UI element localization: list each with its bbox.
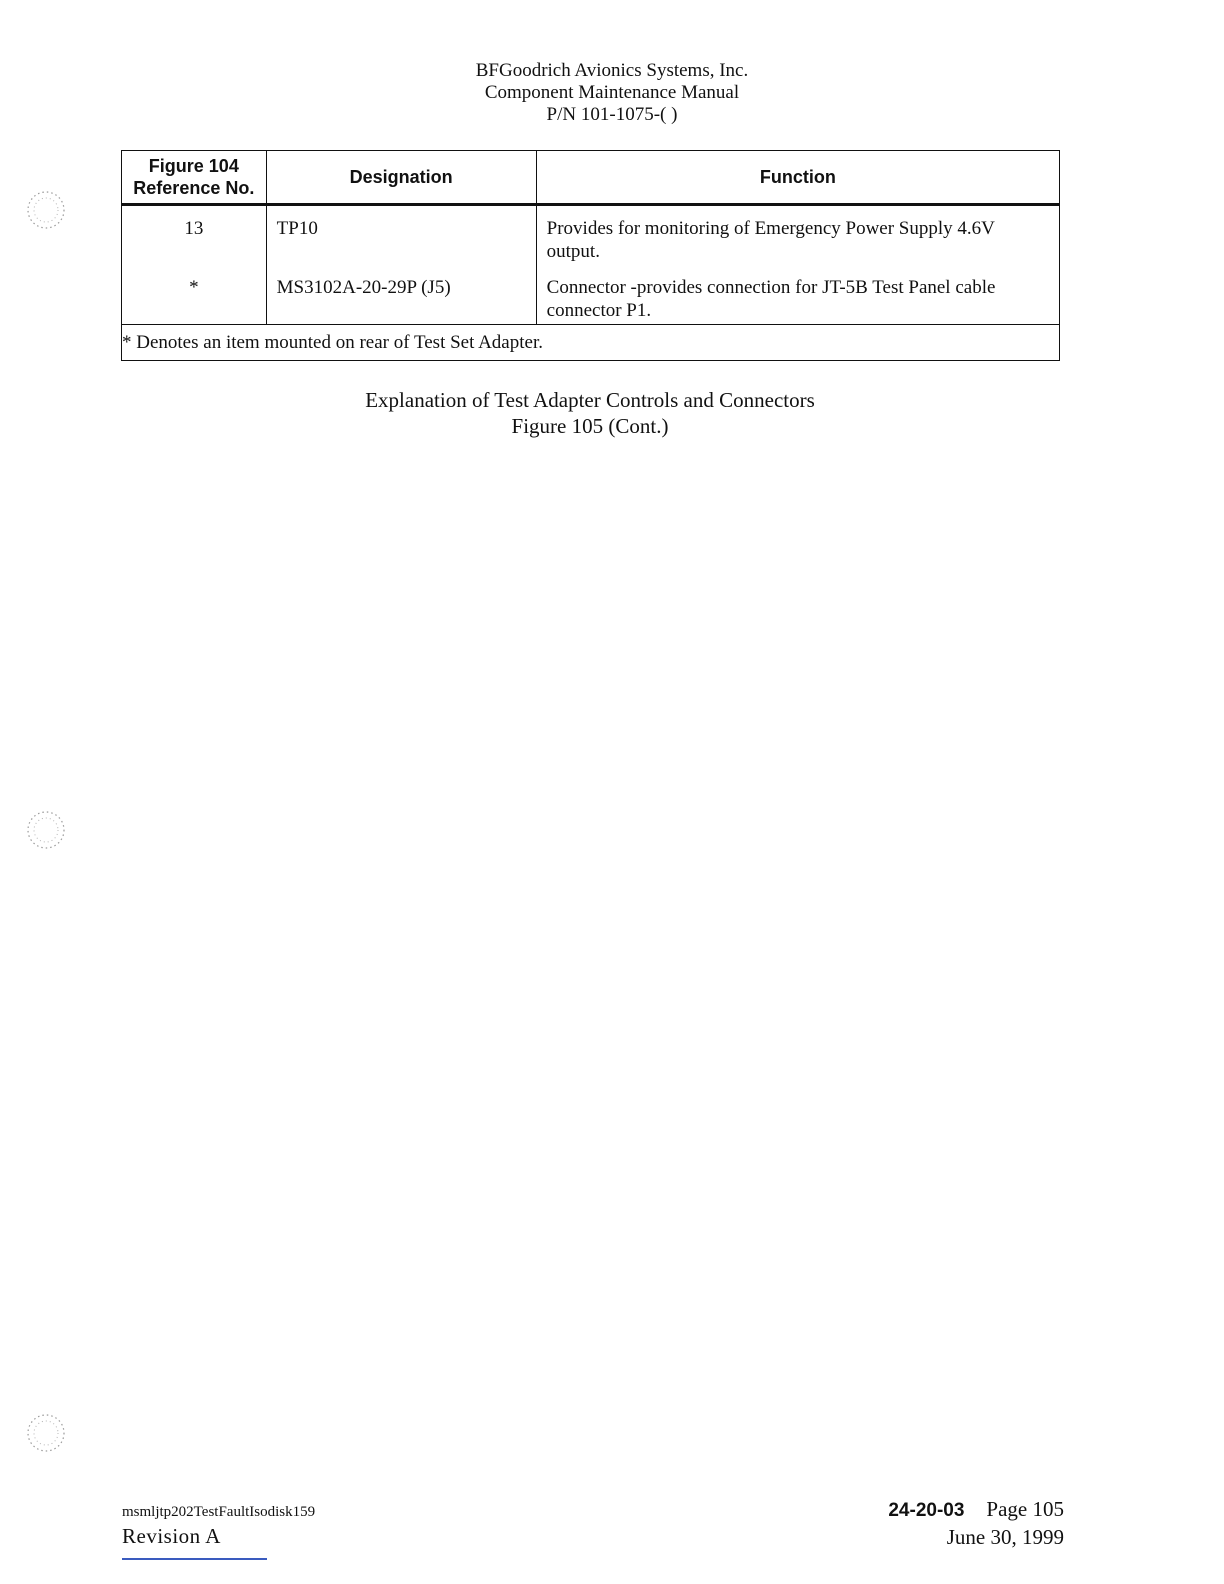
binder-hole-mark-middle — [20, 805, 70, 855]
footer-file-id: msmljtp202TestFaultIsodisk159 — [122, 1504, 316, 1520]
footer-page-number: Page 105 — [986, 1497, 1064, 1521]
footer-right — [888, 1496, 1064, 1550]
row-1-designation: TP10 — [276, 218, 318, 239]
row-2-function: Connector -provides connection for JT-5B Test Panel cable connector P1. — [546, 277, 996, 321]
manual-title: Component Maintenance Manual — [484, 82, 740, 103]
controls-connectors-table — [121, 150, 1060, 361]
figure-caption — [0, 387, 1180, 439]
row-2-reference: * — [189, 277, 199, 298]
document-header — [0, 60, 1224, 126]
table-body-row — [122, 205, 1060, 325]
footer-date: June 30, 1999 — [946, 1525, 1064, 1549]
row-2-designation: MS3102A-20-29P (J5) — [276, 277, 451, 298]
column-header-function: Function — [536, 151, 1059, 205]
footer-left — [122, 1500, 315, 1548]
column-header-reference-line1: Figure 104 — [148, 156, 239, 176]
function-cell — [536, 205, 1059, 325]
footer-link-underline — [122, 1558, 267, 1560]
company-name: BFGoodrich Avionics Systems, Inc. — [475, 60, 749, 81]
binder-hole-mark-top — [20, 185, 70, 235]
footer-section-code: 24-20-03 — [888, 1500, 965, 1521]
column-header-reference — [122, 151, 267, 205]
column-header-designation: Designation — [266, 151, 536, 205]
reference-cell — [122, 205, 267, 325]
table-footnote: * Denotes an item mounted on rear of Test Set Adapter. — [122, 325, 1060, 361]
row-1-reference: 13 — [184, 218, 204, 239]
row-1-function: Provides for monitoring of Emergency Power Supply 4.6V output. — [546, 218, 995, 262]
caption-figure-number: Figure 105 (Cont.) — [511, 414, 669, 438]
column-header-reference-line2: Reference No. — [133, 178, 255, 198]
binder-hole-mark-bottom — [20, 1408, 70, 1458]
caption-title: Explanation of Test Adapter Controls and Connectors — [365, 388, 815, 412]
footer-revision: Revision A — [122, 1524, 221, 1548]
designation-cell — [266, 205, 536, 325]
part-number: P/N 101-1075-( ) — [546, 104, 678, 125]
